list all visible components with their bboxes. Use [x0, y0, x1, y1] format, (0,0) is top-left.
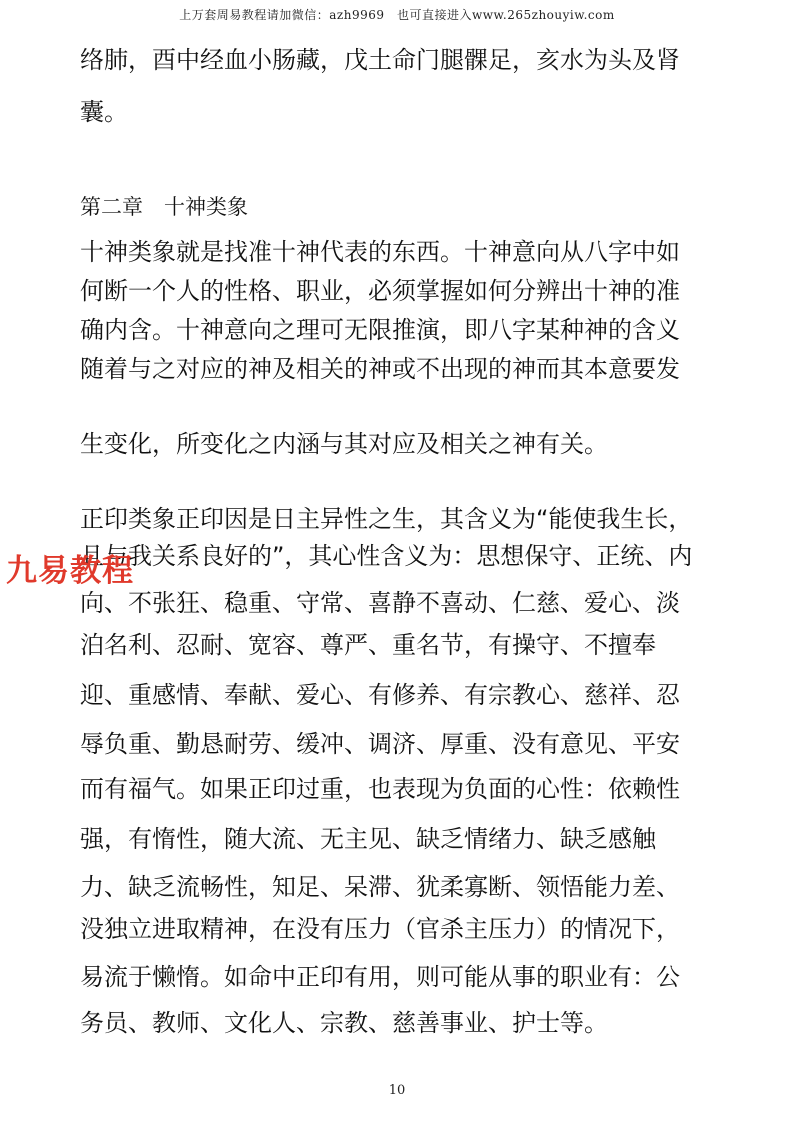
paragraph-line: 何断一个人的性格、职业，必须掌握如何分辨出十神的准 [80, 277, 680, 305]
paragraph-line: 且与我关系良好的”，其心性含义为：思想保守、正统、内 [80, 542, 693, 570]
paragraph-line: 络肺，酉中经血小肠藏，戊土命门腿髁足，亥水为头及肾 [80, 46, 680, 74]
paragraph-line: 十神类象就是找准十神代表的东西。十神意向从八字中如 [80, 238, 680, 266]
paragraph-line: 囊。 [80, 98, 128, 126]
page-number: 10 [388, 1083, 406, 1098]
paragraph-line: 务员、教师、文化人、宗教、慈善事业、护士等。 [80, 1009, 608, 1037]
paragraph-line: 随着与之对应的神及相关的神或不出现的神而其本意要发 [80, 355, 680, 383]
paragraph-line: 强，有惰性，随大流、无主见、缺乏情绪力、缺乏感触 [80, 825, 656, 853]
paragraph-line: 而有福气。如果正印过重，也表现为负面的心性：依赖性 [80, 775, 680, 803]
chapter-title: 第二章 十神类象 [80, 195, 248, 219]
paragraph-line: 确内含。十神意向之理可无限推演，即八字某种神的含义 [80, 316, 680, 344]
paragraph-line: 力、缺乏流畅性，知足、呆滞、犹柔寡断、领悟能力差、 [80, 873, 680, 901]
paragraph-line: 向、不张狂、稳重、守常、喜静不喜动、仁慈、爱心、淡 [80, 589, 680, 617]
paragraph-line: 易流于懒惰。如命中正印有用，则可能从事的职业有：公 [80, 963, 680, 991]
paragraph-line: 正印类象正印因是日主异性之生，其含义为“能使我生长， [80, 505, 693, 533]
paragraph-line: 辱负重、勤恳耐劳、缓冲、调济、厚重、没有意见、平安 [80, 730, 680, 758]
header-note: 上万套周易教程请加微信：azh9969 也可直接进入www.265zhouyiw.com [179, 8, 615, 22]
paragraph-line: 生变化，所变化之内涵与其对应及相关之神有关。 [80, 430, 608, 458]
paragraph-line: 泊名利、忍耐、宽容、尊严、重名节，有操守、不擅奉 [80, 631, 656, 659]
watermark-logo: 九易教程 [6, 553, 134, 589]
paragraph-line: 迎、重感情、奉献、爱心、有修养、有宗教心、慈祥、忍 [80, 681, 680, 709]
paragraph-line: 没独立进取精神，在没有压力（官杀主压力）的情况下， [80, 915, 680, 943]
